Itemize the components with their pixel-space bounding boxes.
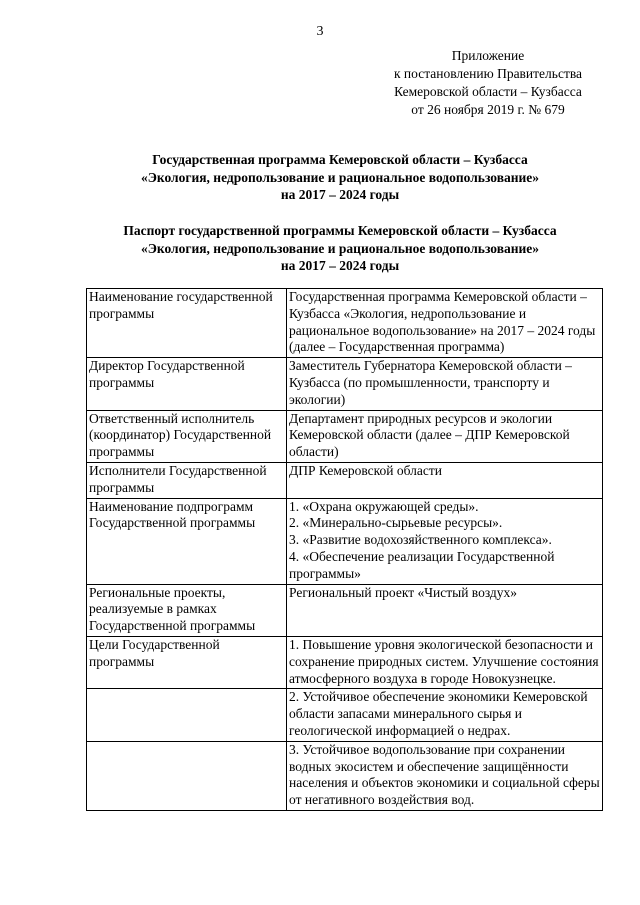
appendix-line: к постановлению Правительства	[393, 66, 583, 81]
row-label	[87, 741, 287, 810]
row-value: Государственная программа Кемеровской области – Кузбасса «Экология, недропользование и рациональное водопользование» на 2017 – 2024 годы (далее – Государственная программа)	[287, 289, 603, 358]
row-label	[87, 689, 287, 741]
row-value: 2. Устойчивое обеспечение экономики Кемеровской области запасами минерального сырья и геологической информацией о недрах.	[287, 689, 603, 741]
table-row	[87, 498, 603, 584]
program-title-line: на 2017 – 2024 годы	[280, 187, 400, 202]
row-value: Заместитель Губернатора Кемеровской области – Кузбасса (по промышленности, транспорту и экологии)	[287, 358, 603, 410]
table-row	[87, 636, 603, 688]
appendix-line: Приложение	[451, 48, 525, 63]
row-value: ДПР Кемеровской области	[287, 462, 603, 498]
passport-title-line: Паспорт государственной программы Кемеровской области – Кузбасса	[123, 223, 557, 238]
table-row	[87, 410, 603, 462]
program-title-line: Государственная программа Кемеровской области – Кузбасса	[152, 152, 528, 167]
table-row	[87, 462, 603, 498]
program-title	[40, 151, 640, 204]
appendix-line: от 26 ноября 2019 г. № 679	[411, 102, 565, 117]
row-label: Наименование подпрограмм Государственной программы	[87, 498, 287, 584]
row-value-list	[287, 498, 603, 584]
table-row	[87, 358, 603, 410]
row-label: Региональные проекты, реализуемые в рамках Государственной программы	[87, 584, 287, 636]
row-label: Наименование государственной программы	[87, 289, 287, 358]
page-number: 3	[316, 24, 324, 39]
passport-table	[86, 288, 603, 811]
table-row	[87, 289, 603, 358]
subprogram-item: 1. «Охрана окружающей среды».	[289, 498, 479, 514]
row-value: Департамент природных ресурсов и экологии Кемеровской области (далее – ДПР Кемеровской области)	[287, 410, 603, 462]
row-label: Цели Государственной программы	[87, 636, 287, 688]
program-title-line: «Экология, недропользование и рациональное водопользование»	[140, 169, 540, 185]
appendix-block	[352, 47, 624, 119]
appendix-line: Кемеровской области – Кузбасса	[394, 84, 582, 99]
row-value: 1. Повышение уровня экологической безопасности и сохранение природных систем. Улучшение состояния атмосферного воздуха в городе Новокузнецке.	[287, 636, 603, 688]
passport-title-line: на 2017 – 2024 годы	[280, 258, 400, 273]
subprogram-item: 2. «Минерально-сырьевые ресурсы».	[289, 515, 503, 531]
row-label: Ответственный исполнитель (координатор) Государственной программы	[87, 410, 287, 462]
passport-title	[40, 222, 640, 275]
subprogram-item: 4. «Обеспечение реализации Государственной программы»	[289, 548, 555, 581]
table-row	[87, 689, 603, 741]
table-row	[87, 584, 603, 636]
row-value: 3. Устойчивое водопользование при сохранении водных экосистем и обеспечение защищённости населения и объектов экономики и социальной сферы от негативного воздействия вод.	[287, 741, 603, 810]
row-label: Исполнители Государственной программы	[87, 462, 287, 498]
subprogram-item: 3. «Развитие водохозяйственного комплекса».	[289, 532, 552, 548]
row-label: Директор Государственной программы	[87, 358, 287, 410]
row-value: Региональный проект «Чистый воздух»	[287, 584, 603, 636]
table-row	[87, 741, 603, 810]
passport-title-line: «Экология, недропользование и рациональное водопользование»	[140, 240, 540, 256]
